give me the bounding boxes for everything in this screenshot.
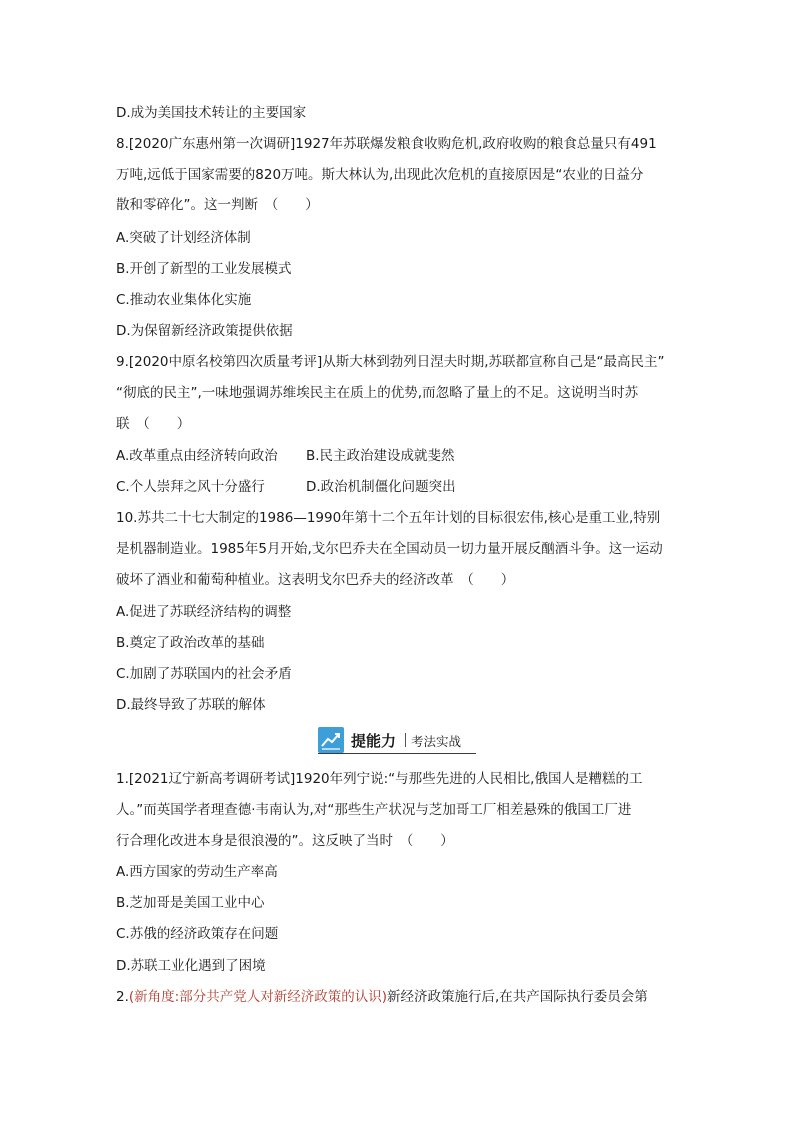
p2-number: 2.: [116, 989, 129, 1005]
q8-stem-line-2: 万吨,远低于国家需要的820万吨。斯大林认为,出现此次危机的直接原因是“农业的日益分: [116, 167, 644, 183]
q8-option-a: A.突破了计划经济体制: [116, 230, 251, 246]
p1-option-a: A.西方国家的劳动生产率高: [116, 864, 278, 880]
q10-option-a: A.促进了苏联经济结构的调整: [116, 604, 292, 620]
p2-stem-line-1: [116, 988, 648, 1006]
p2-new-angle-tag: (新角度:部分共产党人对新经济政策的认识): [128, 989, 387, 1005]
section-title: 提能力: [351, 732, 397, 750]
p1-option-c: C.苏俄的经济政策存在问题: [116, 926, 279, 942]
q8-stem-line-3: 散和零碎化”。这一判断 （ ）: [116, 197, 319, 213]
p1-stem-line-3: 行合理化改进本身是很浪漫的”。这反映了当时 （ ）: [116, 833, 454, 849]
q10-stem-line-3: 破坏了酒业和葡萄种植业。这表明戈尔巴乔夫的经济改革 （ ）: [116, 572, 515, 588]
q9-stem-line-1: 9.[2020中原名校第四次质量考评]从斯大林到勃列日涅夫时期,苏联都宣称自己是“最高民主”: [116, 354, 665, 370]
section-banner: [318, 727, 476, 754]
q8-option-c: C.推动农业集体化实施: [116, 292, 252, 308]
q9-option-c: C.个人崇拜之风十分盛行: [116, 479, 265, 495]
q10-option-c: C.加剧了苏联国内的社会矛盾: [116, 666, 292, 682]
trend-chart-icon: [318, 727, 344, 753]
q9-stem-line-3: 联 （ ）: [116, 416, 191, 432]
q8-stem-line-1: 8.[2020广东惠州第一次调研]1927年苏联爆发粮食收购危机,政府收购的粮食总量只有491: [116, 136, 657, 152]
q8-option-b: B.开创了新型的工业发展模式: [116, 261, 292, 277]
q10-stem-line-1: 10.苏共二十七大制定的1986—1990年第十二个五年计划的目标很宏伟,核心是重工业,特别: [116, 510, 661, 526]
q7-option-d: D.成为美国技术转让的主要国家: [116, 105, 307, 121]
q10-option-b: B.奠定了政治改革的基础: [116, 635, 265, 651]
q8-option-d: D.为保留新经济政策提供依据: [116, 323, 293, 339]
p2-stem-text: 新经济政策施行后,在共产国际执行委员会第: [386, 989, 648, 1005]
p1-stem-line-1: 1.[2021辽宁新高考调研考试]1920年列宁说:“与那些先进的人民相比,俄国人是糟糕的工: [116, 771, 643, 787]
q9-stem-line-2: “彻底的民主”,一味地强调苏维埃民主在质上的优势,而忽略了量上的不足。这说明当时苏: [116, 385, 639, 401]
p1-stem-line-2: 人。”而英国学者理查德·韦南认为,对“那些生产状况与芝加哥工厂相差悬殊的俄国工厂进: [116, 802, 632, 818]
q10-option-d: D.最终导致了苏联的解体: [116, 697, 266, 713]
section-subtitle: 考法实战: [411, 734, 462, 749]
q9-option-b: B.民主政治建设成就斐然: [306, 448, 455, 464]
q10-stem-line-2: 是机器制造业。1985年5月开始,戈尔巴乔夫在全国动员一切力量开展反酗酒斗争。这一运动: [116, 541, 663, 557]
q9-option-d: D.政治机制僵化问题突出: [306, 479, 456, 495]
section-divider: [405, 733, 406, 747]
q9-option-a: A.改革重点由经济转向政治: [116, 448, 278, 464]
p1-option-b: B.芝加哥是美国工业中心: [116, 895, 265, 911]
p1-option-d: D.苏联工业化遇到了困境: [116, 958, 266, 974]
